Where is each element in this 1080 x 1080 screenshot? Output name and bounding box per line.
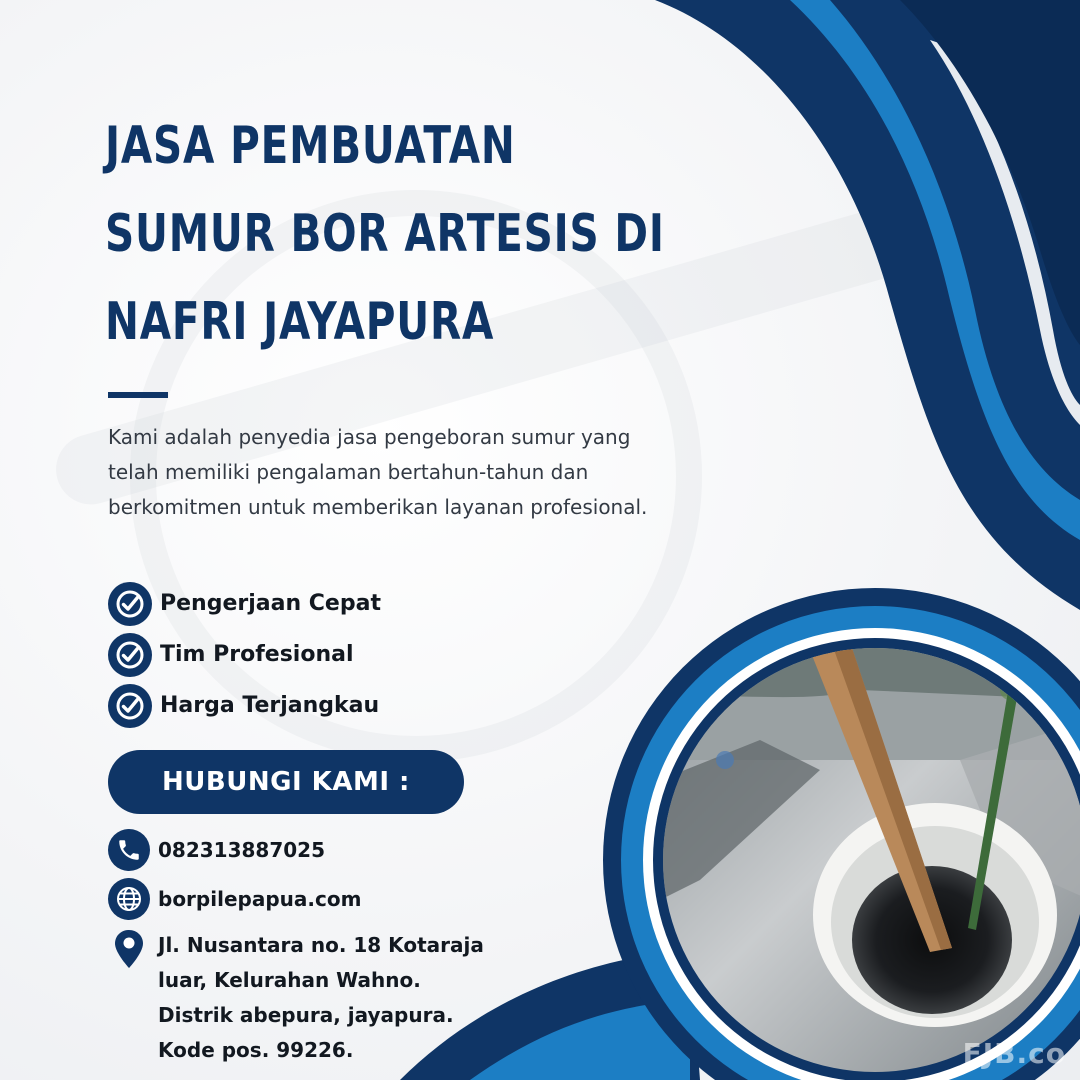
title-line-1: JASA PEMBUATAN [105,116,516,176]
map-pin-icon [108,928,150,970]
check-circle-icon [108,582,152,626]
contact-us-button[interactable]: HUBUNGI KAMI : [108,750,464,814]
address-text [158,928,484,1068]
phone-icon [108,829,150,871]
title-line-2: SUMUR BOR ARTESIS DI [105,204,665,264]
phone-number: 082313887025 [158,838,325,862]
feature-label: Harga Terjangkau [160,693,380,718]
feature-item [108,578,381,629]
feature-label: Pengerjaan Cepat [160,591,381,616]
check-circle-icon [108,684,152,728]
title-line-3: NAFRI JAYAPURA [105,292,495,352]
address-line-3: Distrik abepura, jayapura. [158,1003,454,1027]
description-line-2: telah memiliki pengalaman bertahun-tahun dan [108,460,589,484]
watermark: FJB.co [962,1037,1066,1070]
description [108,420,728,525]
check-circle-icon [108,633,152,677]
address-line-2: luar, Kelurahan Wahno. [158,968,421,992]
website-link: borpilepapua.com [158,887,362,911]
description-line-1: Kami adalah penyedia jasa pengeboran sumur yang [108,425,631,449]
title-accent-divider [108,392,168,398]
address-line-4: Kode pos. 99226. [158,1038,354,1062]
contact-phone[interactable] [108,829,325,871]
feature-label: Tim Profesional [160,642,354,667]
description-line-3: berkomitmen untuk memberikan layanan profesional. [108,495,648,519]
feature-item [108,680,381,731]
feature-list [108,578,381,731]
address-line-1: Jl. Nusantara no. 18 Kotaraja [158,933,484,957]
contact-website[interactable] [108,878,361,920]
page-title [105,102,665,366]
feature-item [108,629,381,680]
globe-icon [108,878,150,920]
